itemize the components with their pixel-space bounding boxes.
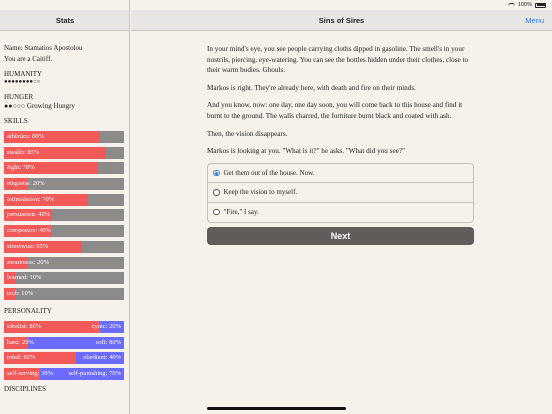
skill-bar (4, 178, 124, 190)
skill-label: etiquette: 20% (7, 180, 45, 188)
personality-left-label: self-serving: 30% (7, 369, 54, 377)
radio-icon[interactable] (213, 189, 220, 196)
personality-left-label: rebel: 60% (7, 354, 36, 362)
battery-percent: 100% (517, 2, 532, 8)
sidebar-title: Stats (0, 10, 130, 31)
skill-label: persuasion: 40% (7, 211, 51, 219)
personality-bar (4, 321, 124, 333)
status-right (508, 2, 546, 8)
skill-bar (4, 162, 124, 174)
disciplines-label: DISCIPLINES (4, 384, 47, 393)
next-button[interactable]: Next (207, 227, 474, 245)
story-paragraph: Then, the vision disappears. (207, 129, 288, 138)
personality-right-label: obedient: 40% (83, 354, 121, 362)
character-clan: You are a Caitiff. (4, 55, 53, 63)
personality-label: PERSONALITY (4, 306, 52, 315)
skill-bar (4, 257, 124, 269)
skill-bar (4, 209, 124, 221)
story-paragraph: Markos is right. They're already here, with death and fire on their minds. (207, 83, 416, 92)
character-name: Name: Stamatios Apostolou (4, 44, 83, 52)
personality-list (4, 321, 126, 380)
hunger-value: ●●○○○ Growing Hungry (4, 102, 75, 110)
personality-left-label: idealist: 80% (7, 322, 42, 330)
skills-label: SKILLS (4, 117, 28, 125)
story-paragraph: In your mind's eye, you see people carrying cloths dipped in gasoline. The smell's in your nostrils, piercing, eye-watering. You can see the bottles hidden under their clothes, close to their warm bodies. Ghouls. (207, 45, 469, 75)
humanity-label: HUMANITY (4, 70, 43, 78)
radio-icon[interactable] (213, 209, 220, 216)
home-indicator[interactable] (207, 407, 346, 410)
humanity-value: ●●●●●●●●○○ (4, 79, 41, 85)
radio-selected-icon[interactable] (213, 170, 220, 177)
menu-button[interactable]: Menu (525, 16, 544, 25)
skill-bar (4, 147, 124, 159)
story-paragraph: And you know, now: one day, one day soon, you will come back to this house and find it burnt to the ground. The walls charred, the furniture burnt black and coated with ash. (207, 101, 463, 120)
skill-label: tech: 10% (7, 289, 34, 297)
story-paragraph: Markos is looking at you. "What is it?" he asks. "What did you see?" (207, 147, 405, 156)
skill-bar (4, 272, 124, 284)
choice-option[interactable] (208, 203, 473, 222)
choice-label: "Fire," I say. (223, 208, 259, 217)
personality-right-label: cynic: 20% (91, 322, 121, 330)
choice-label: Keep the vision to myself. (223, 188, 298, 197)
skill-label: learned: 10% (7, 274, 42, 282)
skill-label: awareness: 20% (7, 258, 50, 266)
skill-label: stealth: 85% (7, 148, 40, 156)
hunger-label: HUNGER (4, 93, 34, 101)
main-header (131, 10, 552, 31)
skill-label: intimidation: 70% (7, 195, 55, 203)
stats-sidebar (0, 0, 130, 414)
choice-list (207, 163, 474, 223)
personality-bar (4, 368, 124, 380)
skills-list (4, 131, 126, 300)
skill-bar (4, 241, 124, 253)
choice-option[interactable] (208, 183, 473, 202)
choice-label: Get them out of the house. Now. (223, 169, 315, 178)
skill-label: composure: 40% (7, 227, 51, 235)
stats-panel (4, 43, 126, 395)
personality-bar (4, 352, 124, 364)
skill-label: streetwise: 65% (7, 242, 49, 250)
personality-bar (4, 337, 124, 349)
skill-bar (4, 225, 124, 237)
personality-right-label: self-punishing: 70% (68, 369, 121, 377)
personality-left-label: hard: 20% (7, 338, 34, 346)
battery-icon (535, 3, 546, 8)
story-text (207, 44, 475, 164)
skill-label: fight: 78% (7, 164, 35, 172)
personality-right-label: soft: 80% (95, 338, 121, 346)
skill-bar (4, 131, 124, 143)
choice-option[interactable] (208, 164, 473, 183)
skill-bar (4, 288, 124, 300)
skill-bar (4, 194, 124, 206)
page-title: Sins of Sires (318, 16, 365, 25)
wifi-icon (508, 3, 515, 8)
skill-label: athletics: 80% (7, 133, 45, 140)
